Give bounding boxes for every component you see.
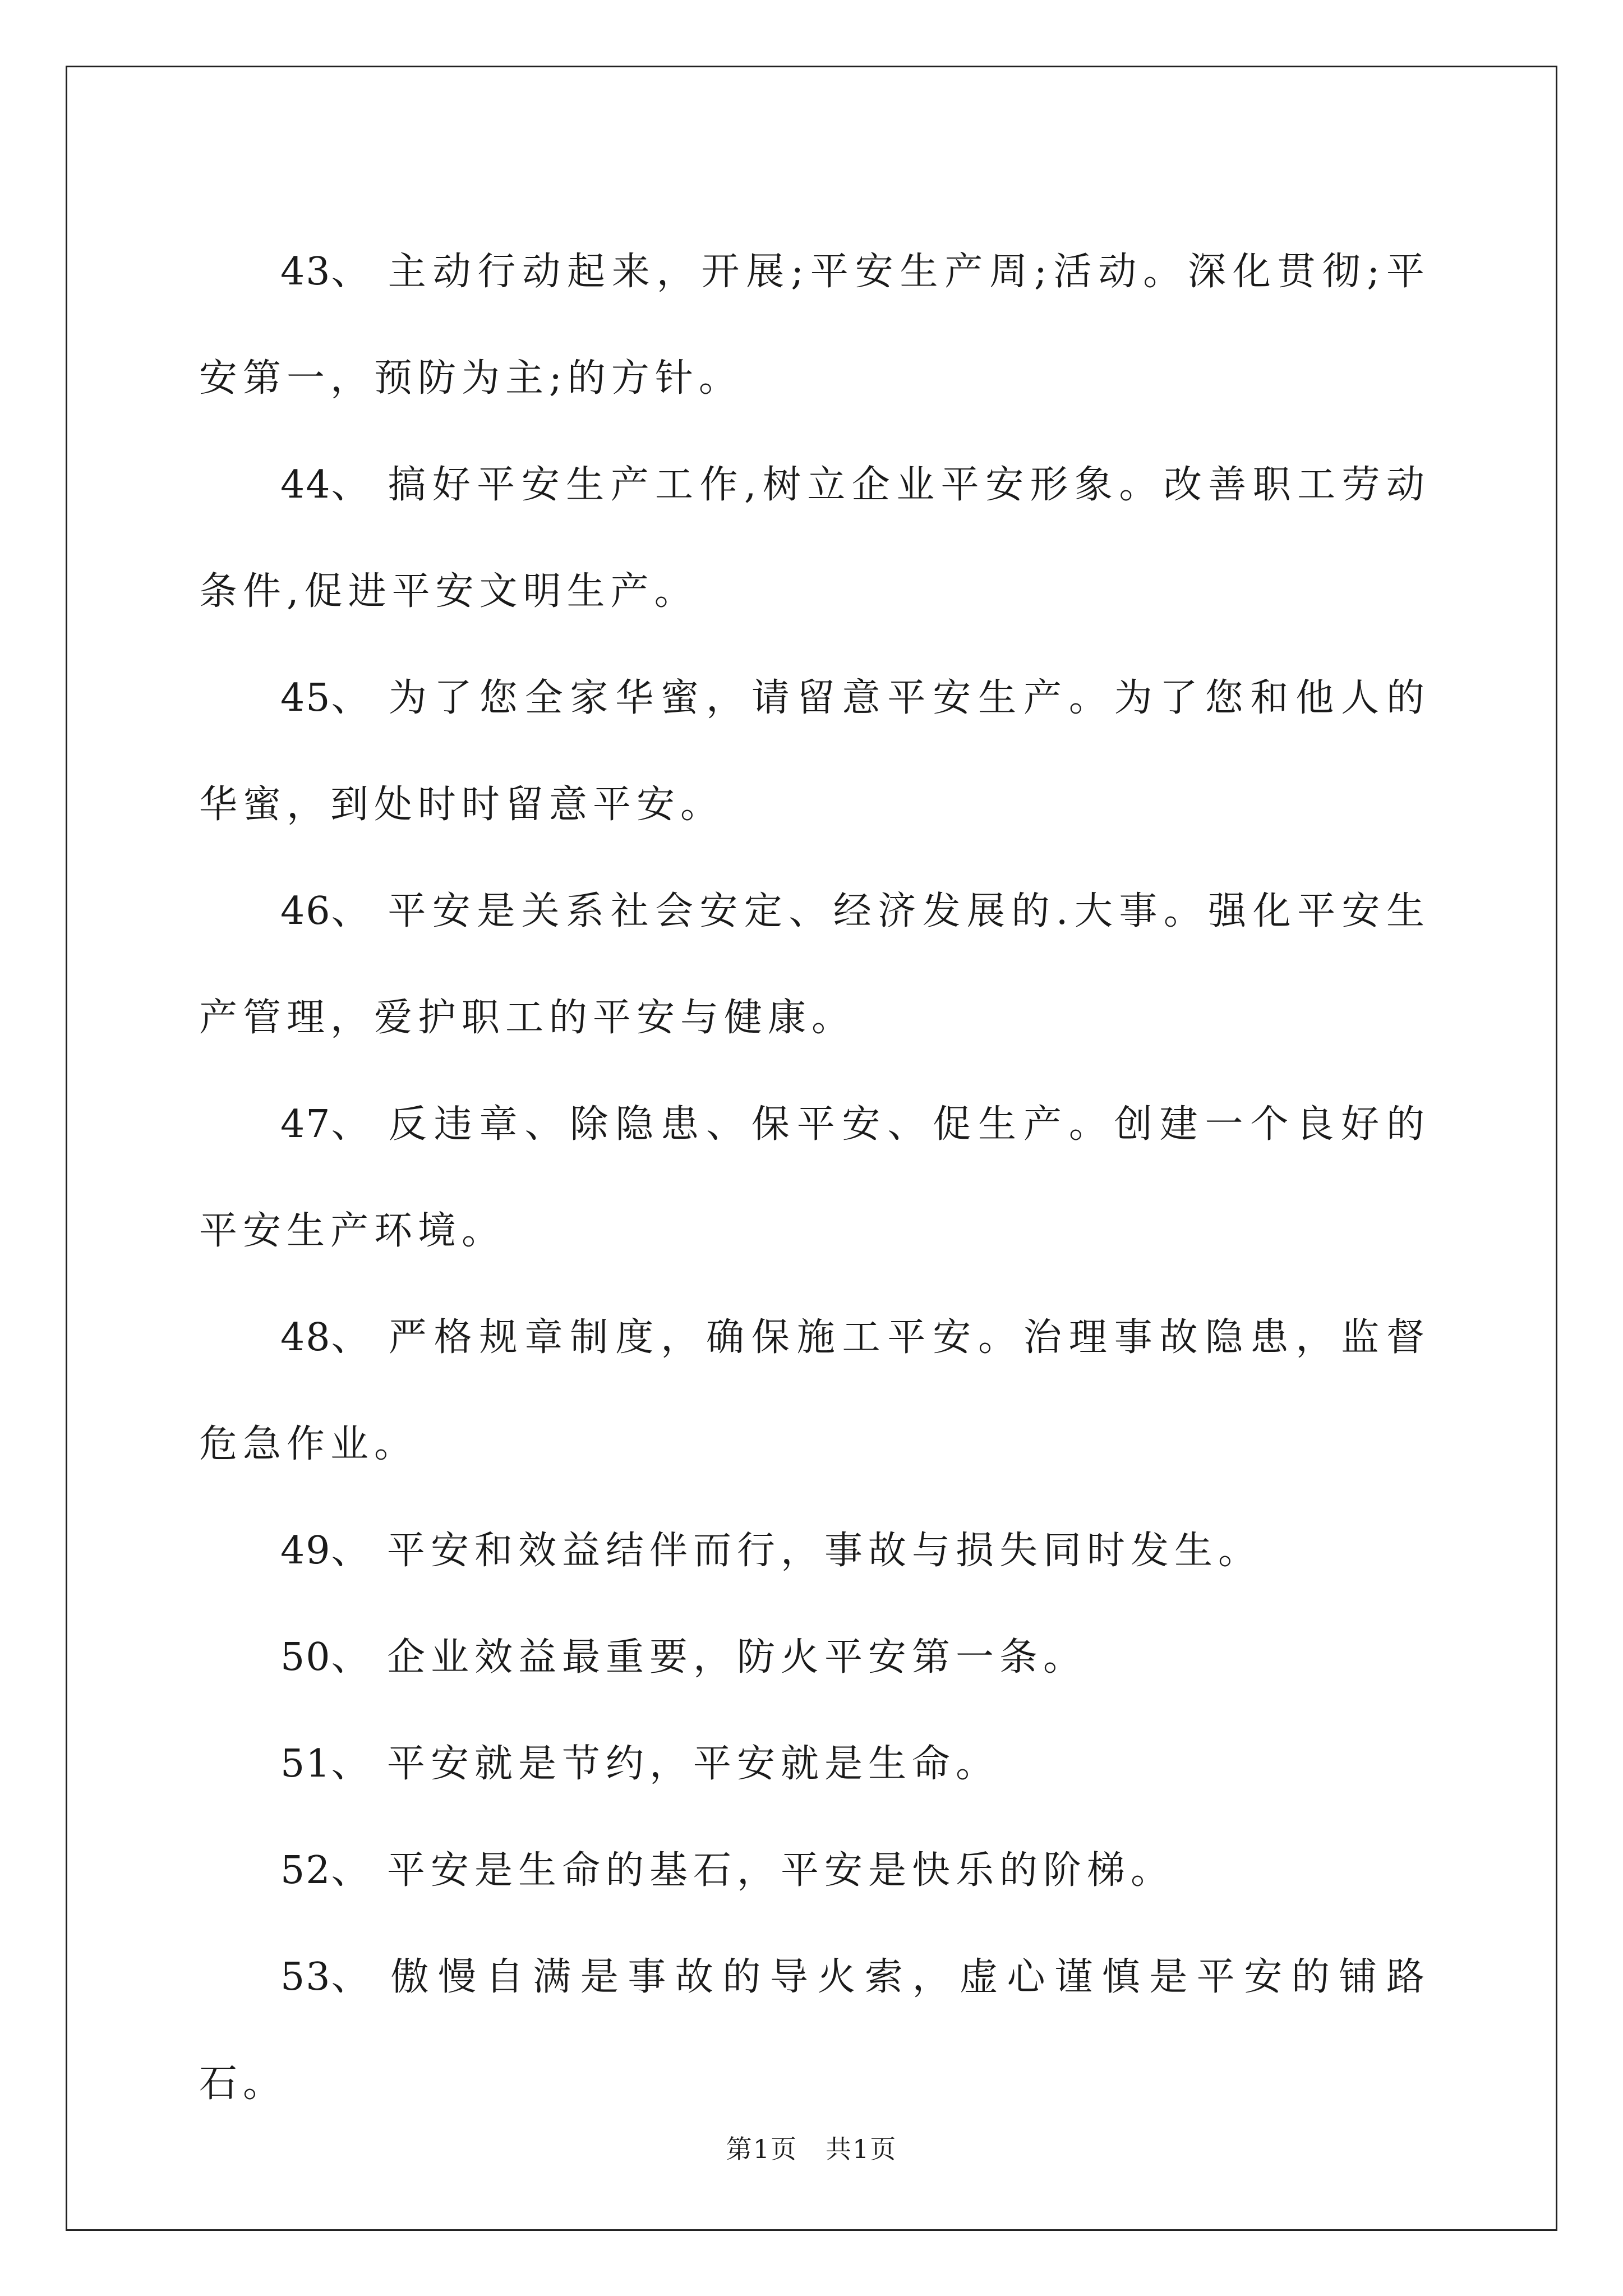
item-number: 47、	[280, 1102, 371, 1147]
list-item	[199, 858, 1430, 1071]
item-number: 48、	[280, 1315, 371, 1360]
item-text: 主动行动起来，开展;平安生产周;活动。深化贯彻;平安第一，预防为主;的方针。	[199, 250, 1430, 401]
item-text: 平安和效益结伴而行，事故与损失同时发生。	[387, 1529, 1262, 1573]
list-item	[199, 1924, 1430, 2137]
list-item	[199, 219, 1430, 432]
item-number: 50、	[280, 1635, 371, 1680]
item-number: 44、	[280, 463, 371, 507]
document-body	[199, 219, 1430, 2137]
item-number: 52、	[280, 1848, 371, 1893]
item-text: 搞好平安生产工作,树立企业平安形象。改善职工劳动条件,促进平安文明生产。	[199, 463, 1430, 614]
item-number: 45、	[280, 676, 371, 720]
item-number: 51、	[280, 1742, 371, 1786]
page-total: 共1页	[826, 2134, 897, 2164]
list-item	[199, 1604, 1430, 1711]
list-item	[199, 1285, 1430, 1498]
list-item	[199, 1711, 1430, 1818]
item-text: 平安就是节约，平安就是生命。	[387, 1742, 1000, 1786]
item-text: 为了您全家华蜜，请留意平安生产。为了您和他人的华蜜，到处时时留意平安。	[199, 676, 1430, 827]
page-footer	[0, 2129, 1623, 2166]
item-text: 企业效益最重要，防火平安第一条。	[387, 1635, 1087, 1680]
item-number: 46、	[280, 889, 371, 933]
item-text: 反违章、除隐患、保平安、促生产。创建一个良好的平安生产环境。	[199, 1102, 1430, 1253]
item-text: 平安是关系社会安定、经济发展的.大事。强化平安生产管理，爱护职工的平安与健康。	[199, 889, 1430, 1040]
list-item	[199, 1071, 1430, 1285]
item-text: 平安是生命的基石，平安是快乐的阶梯。	[387, 1848, 1175, 1893]
list-item	[199, 1818, 1430, 1924]
item-number: 43、	[280, 250, 371, 294]
item-text: 严格规章制度，确保施工平安。治理事故隐患，监督危急作业。	[199, 1315, 1430, 1466]
item-number: 53、	[280, 1955, 371, 1999]
item-number: 49、	[280, 1529, 371, 1573]
item-text: 傲慢自满是事故的导火索，虚心谨慎是平安的铺路石。	[199, 1955, 1430, 2106]
list-item	[199, 1498, 1430, 1604]
page-number: 第1页	[726, 2134, 797, 2164]
list-item	[199, 645, 1430, 858]
list-item	[199, 432, 1430, 645]
